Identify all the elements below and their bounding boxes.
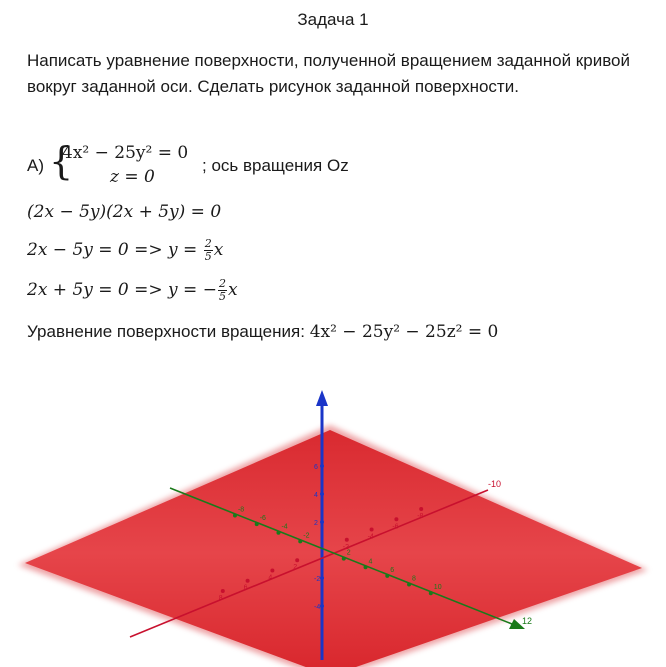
green-axis-end-label: 12 xyxy=(522,616,533,626)
system-eq1: 4x² − 25y² = 0 xyxy=(62,143,189,163)
red-axis-tick xyxy=(221,589,225,593)
task-statement: Написать уравнение поверхности, полученной вращением заданной кривой вокруг заданной оси. Сделать рисунок заданной поверхности. xyxy=(27,51,630,96)
red-axis-tick-label: -2 xyxy=(342,543,350,551)
red-axis-end-label: -10 xyxy=(488,479,502,489)
fraction-1 xyxy=(204,238,213,263)
surface-graph xyxy=(0,380,666,667)
fraction-2-den: 5 xyxy=(218,290,226,303)
green-axis-tick xyxy=(276,531,280,535)
green-axis-tick xyxy=(407,583,411,587)
surface-label: Уравнение поверхности вращения: xyxy=(27,322,310,341)
blue-axis-arrow xyxy=(316,390,328,406)
green-axis-tick xyxy=(342,557,346,561)
red-axis-tick xyxy=(270,568,274,572)
blue-axis-tick xyxy=(320,576,324,580)
blue-axis-tick xyxy=(320,520,324,524)
solution-line-1 xyxy=(27,238,223,263)
blue-axis-tick-label: 4 xyxy=(314,492,318,499)
green-axis-tick xyxy=(298,539,302,543)
green-axis-tick-label: 4 xyxy=(368,558,373,566)
red-axis-tick-label: -6 xyxy=(392,523,399,531)
surface-equation-line xyxy=(27,322,498,342)
green-axis-tick-label: -4 xyxy=(281,523,288,531)
system-brace: { xyxy=(49,139,74,183)
red-axis-tick xyxy=(370,528,374,532)
blue-axis-tick-label: 6 xyxy=(314,464,318,471)
fraction-1-num: 2 xyxy=(204,237,212,250)
surface-equation: 4x² − 25y² − 25z² = 0 xyxy=(309,322,499,342)
solution-line-2-var: x xyxy=(227,280,238,300)
green-axis-tick-label: -2 xyxy=(303,532,310,540)
red-axis-tick xyxy=(419,507,423,511)
green-axis-tick-label: 10 xyxy=(433,584,442,592)
blue-axis-tick xyxy=(320,604,324,608)
solution-line-1-lhs: 2x − 5y = 0 => y = xyxy=(27,240,203,260)
green-axis-tick xyxy=(429,591,433,595)
blue-axis-tick xyxy=(320,464,324,468)
blue-axis-tick-label: 2 xyxy=(314,520,318,527)
solution-line-1-var: x xyxy=(213,240,224,260)
part-label: А) xyxy=(27,156,44,175)
blue-axis-tick xyxy=(320,492,324,496)
red-axis-tick-label: 6 xyxy=(243,584,248,592)
red-axis-tick xyxy=(345,538,349,542)
red-axis-tick xyxy=(246,579,250,583)
factored-equation: (2x − 5y)(2x + 5y) = 0 xyxy=(27,202,222,222)
green-axis-tick xyxy=(233,513,237,517)
rotation-axis-text: ; ось вращения Oz xyxy=(202,156,349,175)
green-axis-tick xyxy=(364,565,368,569)
red-axis-tick-label: -8 xyxy=(417,513,424,521)
fraction-2 xyxy=(218,278,227,303)
red-axis-tick-label: 8 xyxy=(218,594,223,602)
red-axis-tick xyxy=(394,517,398,521)
red-axis-tick-label: 2 xyxy=(293,564,298,572)
green-axis-tick-label: -6 xyxy=(259,515,266,523)
blue-axis-tick-label: -2 xyxy=(314,576,321,583)
task-title: Задача 1 xyxy=(297,10,369,29)
red-axis-tick xyxy=(295,558,299,562)
green-axis-tick xyxy=(385,574,389,578)
blue-axis-tick-label: -4 xyxy=(314,604,321,611)
plane-surface xyxy=(25,430,642,667)
solution-line-2-sign: − xyxy=(202,280,217,300)
fraction-2-num: 2 xyxy=(218,277,226,290)
red-axis-tick-label: 4 xyxy=(268,574,273,582)
solution-line-2 xyxy=(27,278,238,303)
green-axis-tick xyxy=(255,522,259,526)
green-axis-tick-label: -8 xyxy=(237,506,245,514)
fraction-1-den: 5 xyxy=(204,250,212,263)
system-eq2: z = 0 xyxy=(110,167,155,187)
green-axis-tick-label: 2 xyxy=(346,549,351,557)
green-axis-tick-label: 6 xyxy=(390,566,395,574)
solution-line-2-lhs: 2x + 5y = 0 => y = xyxy=(27,280,203,300)
green-axis-tick-label: 8 xyxy=(412,575,416,583)
red-axis-tick-label: -4 xyxy=(367,533,374,541)
